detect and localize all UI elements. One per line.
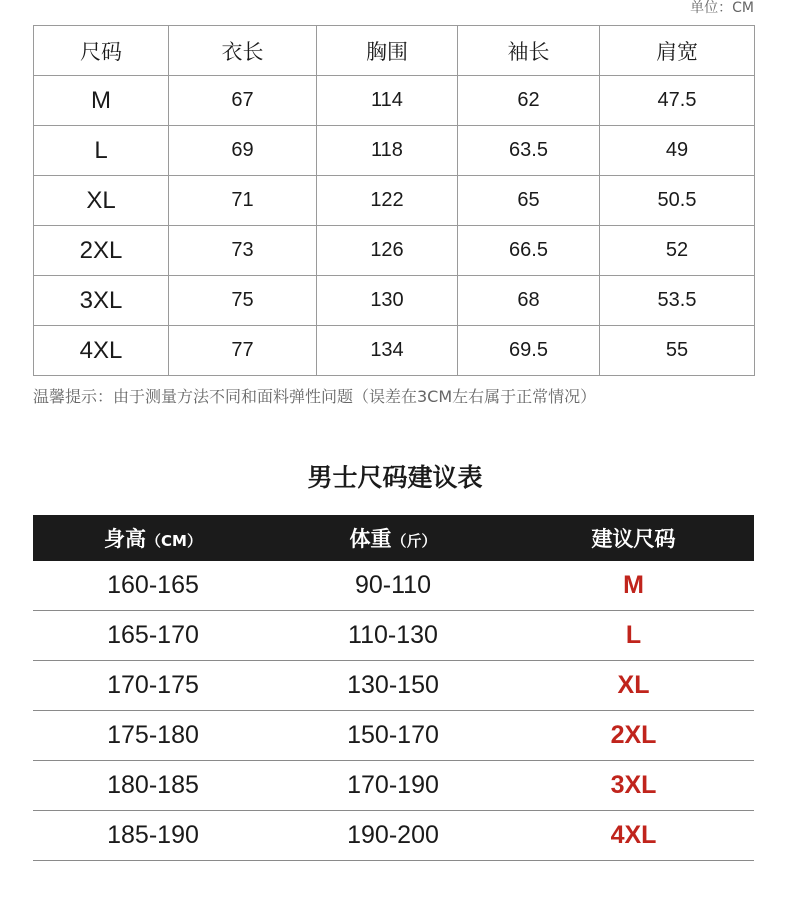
table-row [34, 176, 755, 226]
value-cell: 52 [600, 226, 755, 276]
value-cell: 114 [317, 76, 458, 126]
header-main-label: 建议尺码 [591, 527, 676, 551]
header-cell-weight [273, 523, 513, 553]
suggested-size-cell: M [623, 571, 644, 599]
size-cell: 3XL [34, 276, 169, 326]
header-unit-label: （斤） [391, 532, 437, 550]
height-cell: 180-185 [107, 771, 199, 799]
weight-cell: 190-200 [347, 821, 439, 849]
header-cell-size [513, 523, 754, 553]
weight-cell: 130-150 [347, 671, 439, 699]
value-cell: 69 [169, 126, 317, 176]
table-row [33, 611, 754, 661]
value-cell: 62 [458, 76, 600, 126]
header-cell: 衣长 [169, 26, 317, 76]
header-main-label: 体重 [349, 527, 392, 551]
table-row [34, 226, 755, 276]
size-spec-table [33, 25, 755, 376]
weight-cell: 150-170 [347, 721, 439, 749]
value-cell: 49 [600, 126, 755, 176]
value-cell: 68 [458, 276, 600, 326]
weight-cell: 90-110 [355, 571, 431, 599]
height-cell: 160-165 [107, 571, 199, 599]
table-row [33, 711, 754, 761]
value-cell: 118 [317, 126, 458, 176]
size-cell: XL [34, 176, 169, 226]
table-row [34, 76, 755, 126]
table-row [33, 661, 754, 711]
header-cell: 尺码 [34, 26, 169, 76]
size-cell: L [34, 126, 169, 176]
value-cell: 126 [317, 226, 458, 276]
suggested-size-cell: XL [617, 671, 650, 699]
height-cell: 185-190 [107, 821, 199, 849]
value-cell: 71 [169, 176, 317, 226]
table-row [33, 561, 754, 611]
unit-label: 单位：CM [690, 0, 754, 16]
weight-cell: 110-130 [348, 621, 438, 649]
height-cell: 170-175 [107, 671, 199, 699]
value-cell: 122 [317, 176, 458, 226]
height-cell: 165-170 [107, 621, 199, 649]
header-cell: 胸围 [317, 26, 458, 76]
table-row [34, 126, 755, 176]
value-cell: 77 [169, 326, 317, 376]
suggested-size-cell: 4XL [610, 821, 657, 849]
table-row [34, 326, 755, 376]
value-cell: 73 [169, 226, 317, 276]
height-cell: 175-180 [107, 721, 199, 749]
value-cell: 47.5 [600, 76, 755, 126]
value-cell: 75 [169, 276, 317, 326]
value-cell: 134 [317, 326, 458, 376]
value-cell: 50.5 [600, 176, 755, 226]
value-cell: 63.5 [458, 126, 600, 176]
weight-cell: 170-190 [347, 771, 439, 799]
size-spec-header-row [34, 26, 755, 76]
size-cell: 4XL [34, 326, 169, 376]
value-cell: 65 [458, 176, 600, 226]
table-row [33, 811, 754, 861]
header-cell-height [33, 523, 273, 553]
recommend-title: 男士尺码建议表 [307, 463, 483, 492]
size-recommend-table [33, 515, 754, 861]
header-cell: 袖长 [458, 26, 600, 76]
suggested-size-cell: 2XL [610, 721, 657, 749]
measurement-tip: 温馨提示：由于测量方法不同和面料弹性问题（误差在3CM左右属于正常情况） [33, 387, 597, 406]
value-cell: 53.5 [600, 276, 755, 326]
header-cell: 肩宽 [600, 26, 755, 76]
table-row [33, 761, 754, 811]
value-cell: 66.5 [458, 226, 600, 276]
size-cell: M [34, 76, 169, 126]
size-cell: 2XL [34, 226, 169, 276]
value-cell: 55 [600, 326, 755, 376]
suggested-size-cell: L [625, 621, 642, 649]
suggested-size-cell: 3XL [610, 771, 657, 799]
header-main-label: 身高 [104, 527, 147, 551]
table-row [34, 276, 755, 326]
header-unit-label: （CM） [146, 532, 202, 550]
value-cell: 130 [317, 276, 458, 326]
value-cell: 67 [169, 76, 317, 126]
recommend-header-row [33, 515, 754, 561]
value-cell: 69.5 [458, 326, 600, 376]
